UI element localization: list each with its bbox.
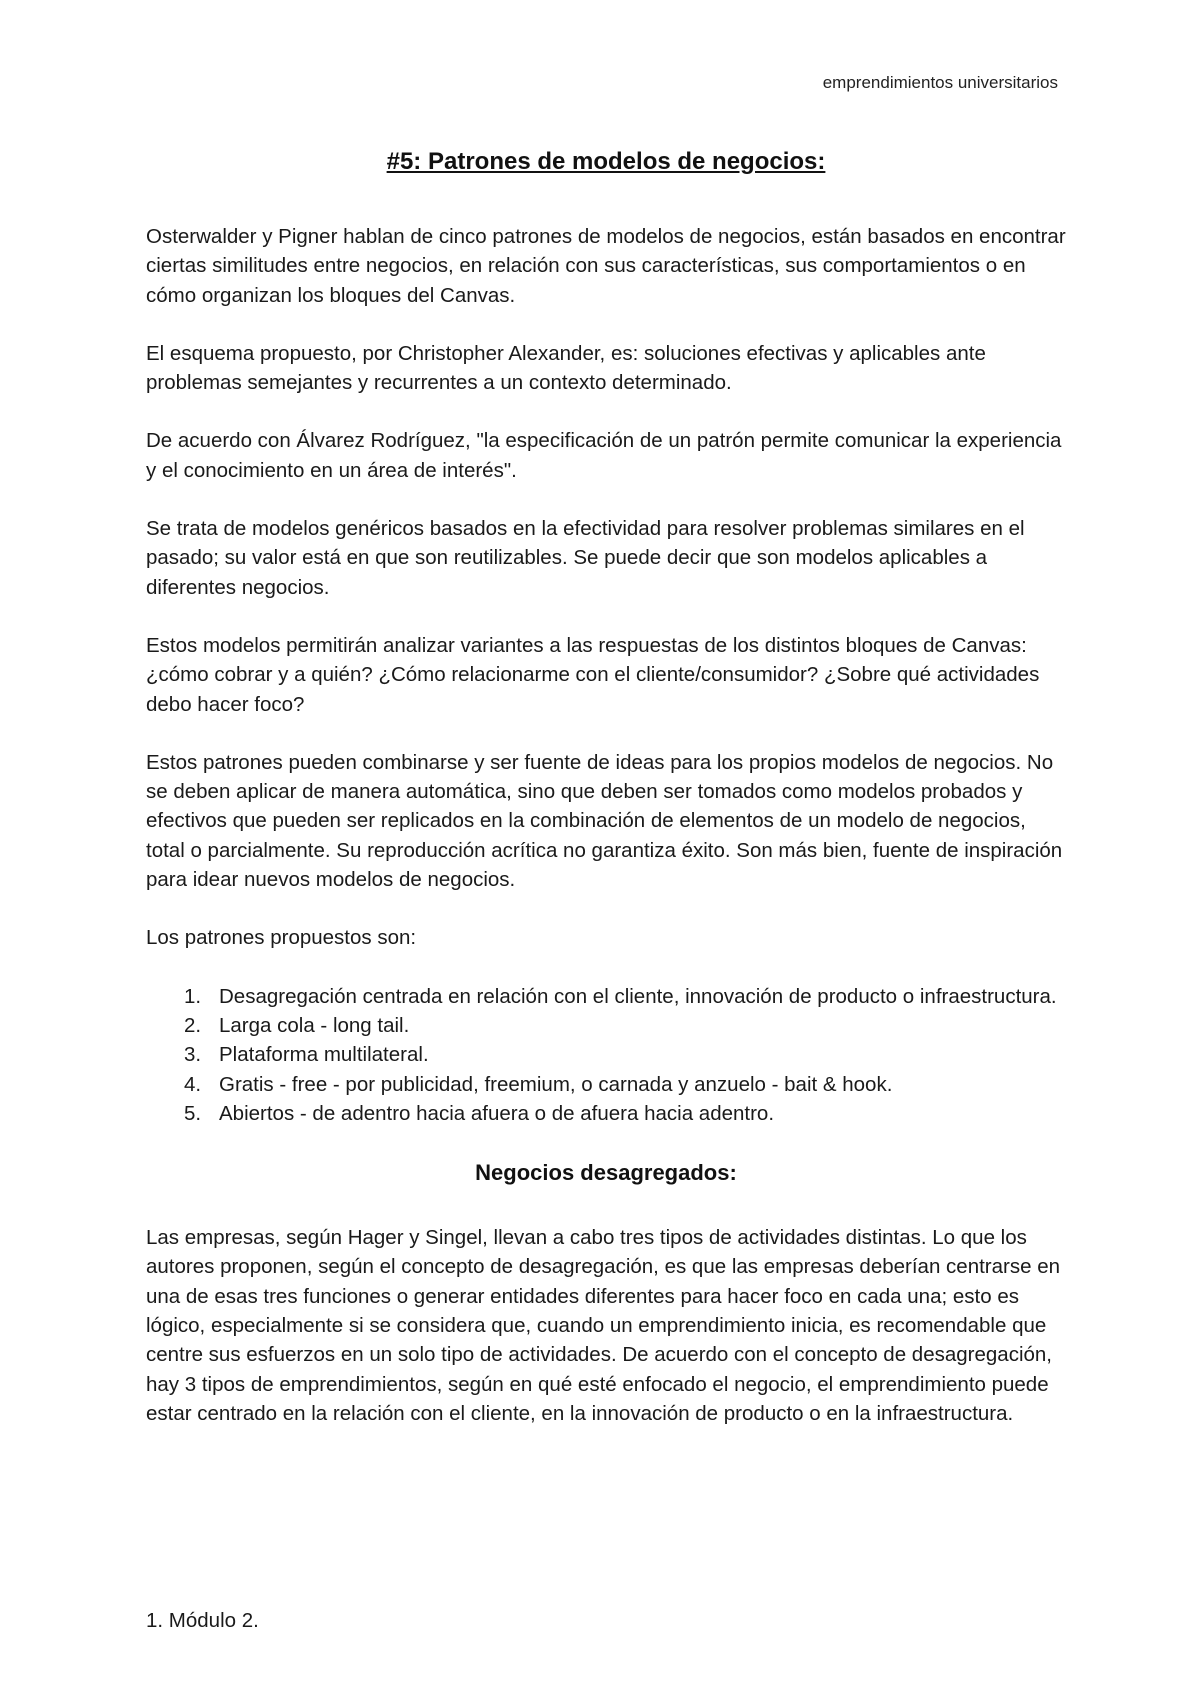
paragraph: Osterwalder y Pigner hablan de cinco patrones de modelos de negocios, están basados en encontrar ciertas similitudes entre negocios, en relación con sus características, sus comportamientos o en cómo organizan los bloques del Canvas.	[146, 225, 1066, 307]
list-item	[146, 982, 1066, 1011]
list-number: 1.	[184, 984, 202, 1008]
list-number: 3.	[184, 1043, 202, 1067]
page-header: emprendimientos universitarios	[822, 73, 1058, 92]
list-item	[146, 1099, 1066, 1128]
paragraph: Las empresas, según Hager y Singel, llevan a cabo tres tipos de actividades distintas. Lo que los autores proponen, según el concepto de desagregación, es que las empresas deberían centrarse en una de esas tres funciones o generar entidades diferentes para hacer foco en cada una; esto es lógico, especialmente si se considera que, cuando un emprendimiento inicia, es recomendable que centre sus esfuerzos en un solo tipo de actividades. De acuerdo con el concepto de desagregación, hay 3 tipos de emprendimientos, según en qué esté enfocado el negocio, el emprendimiento puede estar centrado en la relación con el cliente, en la innovación de producto o en la infraestructura.	[146, 1226, 1061, 1425]
paragraph: El esquema propuesto, por Christopher Alexander, es: soluciones efectivas y aplicables ante problemas semejantes y recurrentes a un contexto determinado.	[146, 341, 986, 395]
paragraph: Los patrones propuestos son:	[146, 926, 417, 950]
paragraph: Estos modelos permitirán analizar variantes a las respuestas de los distintos bloques de Canvas: ¿cómo cobrar y a quién? ¿Cómo relacionarme con el cliente/consumidor? ¿Sobre qué actividades debo hacer foco?	[146, 633, 1040, 716]
list-item	[146, 1070, 1066, 1099]
list-item-text: Gratis - free - por publicidad, freemium, o carnada y anzuelo - bait & hook.	[219, 1072, 893, 1096]
document-body	[146, 146, 1066, 1428]
page-footer: 1. Módulo 2.	[146, 1609, 259, 1632]
list-number: 2.	[184, 1013, 202, 1037]
list-item-text: Desagregación centrada en relación con el cliente, innovación de producto o infraestructura.	[219, 984, 1057, 1008]
list-item-text: Larga cola - long tail.	[219, 1013, 410, 1037]
paragraph: Se trata de modelos genéricos basados en la efectividad para resolver problemas similares en el pasado; su valor está en que son reutilizables. Se puede decir que son modelos aplicables a diferentes negocios.	[146, 517, 1025, 599]
list-item-text: Plataforma multilateral.	[219, 1043, 429, 1067]
list-number: 4.	[184, 1072, 202, 1096]
list-number: 5.	[184, 1101, 202, 1125]
patterns-list	[146, 982, 1066, 1128]
list-item	[146, 1011, 1066, 1040]
section-title: Negocios desagregados:	[475, 1160, 737, 1186]
paragraph: De acuerdo con Álvarez Rodríguez, "la especificación de un patrón permite comunicar la experiencia y el conocimiento en un área de interés".	[146, 429, 1062, 482]
paragraph: Estos patrones pueden combinarse y ser fuente de ideas para los propios modelos de negocios. No se deben aplicar de manera automática, sino que deben ser tomados como modelos probados y efectivos que pueden ser replicados en la combinación de elementos de un modelo de negocios, total o parcialmente. Su reproducción acrítica no garantiza éxito. Son más bien, fuente de inspiración para idear nuevos modelos de negocios.	[146, 750, 1063, 892]
list-item	[146, 1040, 1066, 1069]
document-title: #5: Patrones de modelos de negocios:	[386, 148, 826, 175]
list-item-text: Abiertos - de adentro hacia afuera o de afuera hacia adentro.	[219, 1101, 775, 1125]
